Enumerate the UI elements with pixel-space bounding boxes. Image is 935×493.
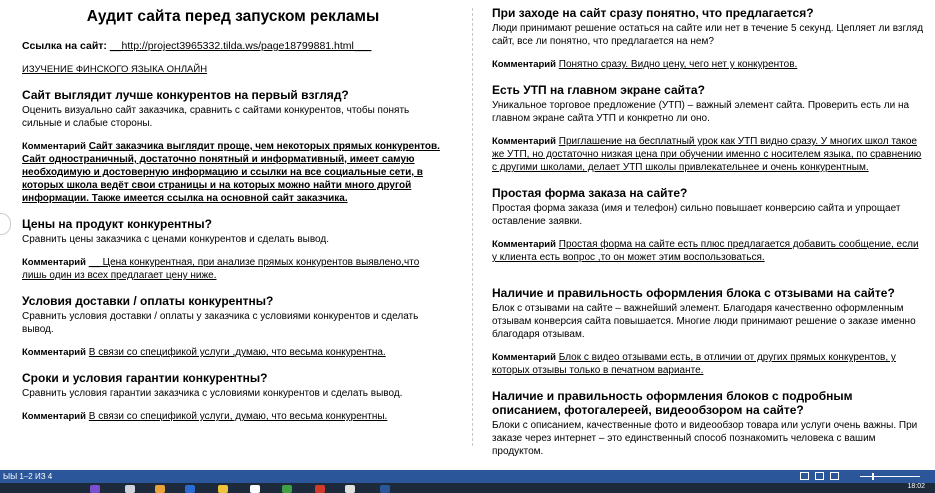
left-section-4 <box>22 371 444 423</box>
section-description: Сравнить условия гарантии заказчика с условиями конкурентов и сделать вывод. <box>22 388 403 399</box>
comment-text: Понятно сразу. Видно цену, чего нет у конкурентов. <box>558 59 798 70</box>
comment-label: Комментарий <box>492 59 556 70</box>
section-comment <box>22 140 444 205</box>
page-counter[interactable]: ЫЫ 1–2 ИЗ 4 <box>3 472 53 481</box>
section-comment <box>22 410 444 423</box>
site-link-url[interactable]: __http://project3965332.tilda.ws/page18799881.html___ <box>109 40 372 52</box>
section-description: Сравнить условия доставки / оплаты у заказчика с условиями конкурентов и сделать вывод. <box>22 311 419 335</box>
zoom-slider-track[interactable] <box>860 476 920 477</box>
os-taskbar <box>0 483 935 493</box>
page-nav-tab[interactable] <box>0 213 11 235</box>
right-section-4 <box>492 286 924 377</box>
app-icon[interactable] <box>282 485 292 493</box>
site-link-line <box>22 40 444 52</box>
site-link-label: Ссылка на сайт: <box>22 40 107 52</box>
section-heading: При заходе на сайт сразу понятно, что предлагается? <box>492 6 814 20</box>
comment-text: В связи со спецификой услуги, думаю, что весьма конкурентны. <box>88 411 388 422</box>
section-description: Уникальное торговое предложение (УТП) – важный элемент сайта. Проверить есть ли на главном экране сайта УТП и конкретно ли оно. <box>492 100 910 124</box>
left-section-2 <box>22 217 444 282</box>
section-description: Простая форма заказа (имя и телефон) сильно повышает конверсию сайта и упрощает оставление заявки. <box>492 203 901 227</box>
section-comment <box>492 135 924 174</box>
app-icon[interactable] <box>185 485 195 493</box>
print-layout-icon[interactable] <box>815 472 824 480</box>
comment-label: Комментарий <box>22 347 86 358</box>
section-heading: Условия доставки / оплаты конкурентны? <box>22 294 274 308</box>
comment-label: Комментарий <box>492 352 556 363</box>
page-divider <box>472 8 473 446</box>
web-layout-icon[interactable] <box>830 472 839 480</box>
section-heading: Простая форма заказа на сайте? <box>492 186 688 200</box>
comment-text: Простая форма на сайте есть плюс предлагается добавить сообщение, если у клиента есть вопрос ,то он может этим воспользоваться. <box>492 239 919 263</box>
section-description: Блоки с описанием, качественные фото и видеообзор товара или услуги очень важны. При заказе через интернет – это единственный способ познакомить человека с вашим продуктом. <box>492 420 918 457</box>
read-mode-icon[interactable] <box>800 472 809 480</box>
app-icon[interactable] <box>250 485 260 493</box>
section-heading: Сайт выглядит лучше конкурентов на первый взгляд? <box>22 88 349 102</box>
right-column <box>492 6 924 468</box>
comment-text: Блок с видео отзывами есть, в отличии от других прямых конкурентов, у которых отзывы только в печатном варианте. <box>492 352 896 376</box>
word-icon[interactable] <box>380 485 390 493</box>
zoom-slider-handle[interactable] <box>872 473 874 480</box>
left-section-3 <box>22 294 444 359</box>
taskbar-clock[interactable]: 18:02 <box>907 483 925 490</box>
comment-text: Приглашение на бесплатный урок как УТП видно сразу. У многих школ такое же УТП, но достаточно низкая цена при обучении именно с носителем языка, по сравнению с другими школами, делает УТП школы привлекательнее и очень конкурентным. <box>492 136 922 173</box>
section-comment <box>492 58 924 71</box>
comment-label: Комментарий <box>492 239 556 250</box>
app-icon[interactable] <box>315 485 325 493</box>
comment-label: Комментарий <box>22 257 86 268</box>
page-title: Аудит сайта перед запуском рекламы <box>86 8 380 25</box>
section-comment <box>22 256 444 282</box>
comment-text: Сайт заказчика выглядит проще, чем некоторых прямых конкурентов. Сайт одностраничный, достаточно понятный и информативный, имеет самую необходимую и достоверную информацию и ссылки на все социальные сети, в которых школа ведёт свои страницы и на которых можно найти много другой информации. Также имеется ссылка на основной сайт заказчика. <box>22 141 440 204</box>
section-description: Сравнить цены заказчика с ценами конкурентов и сделать вывод. <box>22 234 329 245</box>
section-heading: Есть УТП на главном экране сайта? <box>492 83 705 97</box>
comment-label: Комментарий <box>22 411 86 422</box>
right-section-2 <box>492 83 924 174</box>
section-comment <box>492 351 924 377</box>
app-icon[interactable] <box>90 485 100 493</box>
right-section-3 <box>492 186 924 264</box>
comment-text: В связи со спецификой услуги ,думаю, что весьма конкурентна. <box>88 347 386 358</box>
section-heading: Цены на продукт конкурентны? <box>22 217 212 231</box>
left-section-1 <box>22 88 444 205</box>
app-icon[interactable] <box>218 485 228 493</box>
comment-label: Комментарий <box>492 136 556 147</box>
app-icon[interactable] <box>345 485 355 493</box>
right-section-1 <box>492 6 924 71</box>
topic-title: ИЗУЧЕНИЕ ФИНСКОГО ЯЗЫКА ОНЛАЙН <box>22 64 208 75</box>
section-heading: Наличие и правильность оформления блоков с подробным описанием, фотогалереей, видеообзором на сайте? <box>492 389 853 417</box>
view-mode-buttons <box>800 472 843 481</box>
section-description: Блок с отзывами на сайте – важнейший элемент. Благодаря качественно оформленным отзывам конверсия сайта повышается. Многие люди принимают решение о заказе именно благодаря отзывам. <box>492 303 916 340</box>
section-description: Оценить визуально сайт заказчика, сравнить с сайтами конкурентов, чтобы понять сильные и слабые стороны. <box>22 105 410 129</box>
comment-label: Комментарий <box>22 141 86 152</box>
section-comment <box>492 238 924 264</box>
section-comment <box>22 346 444 359</box>
status-bar <box>0 470 935 483</box>
app-icon[interactable] <box>125 485 135 493</box>
left-column <box>22 6 444 435</box>
comment-text: __ Цена конкурентная, при анализе прямых конкурентов выявлено,что лишь один из всех предлагает цену ниже. <box>22 257 420 281</box>
section-heading: Сроки и условия гарантии конкурентны? <box>22 371 268 385</box>
right-section-5 <box>492 389 924 458</box>
folder-icon[interactable] <box>155 485 165 493</box>
section-heading: Наличие и правильность оформления блока с отзывами на сайте? <box>492 286 895 300</box>
section-description: Люди принимают решение остаться на сайте или нет в течение 5 секунд. Цепляет ли взгляд сайт, все ли понятно, что предлагается на нем? <box>492 23 924 47</box>
